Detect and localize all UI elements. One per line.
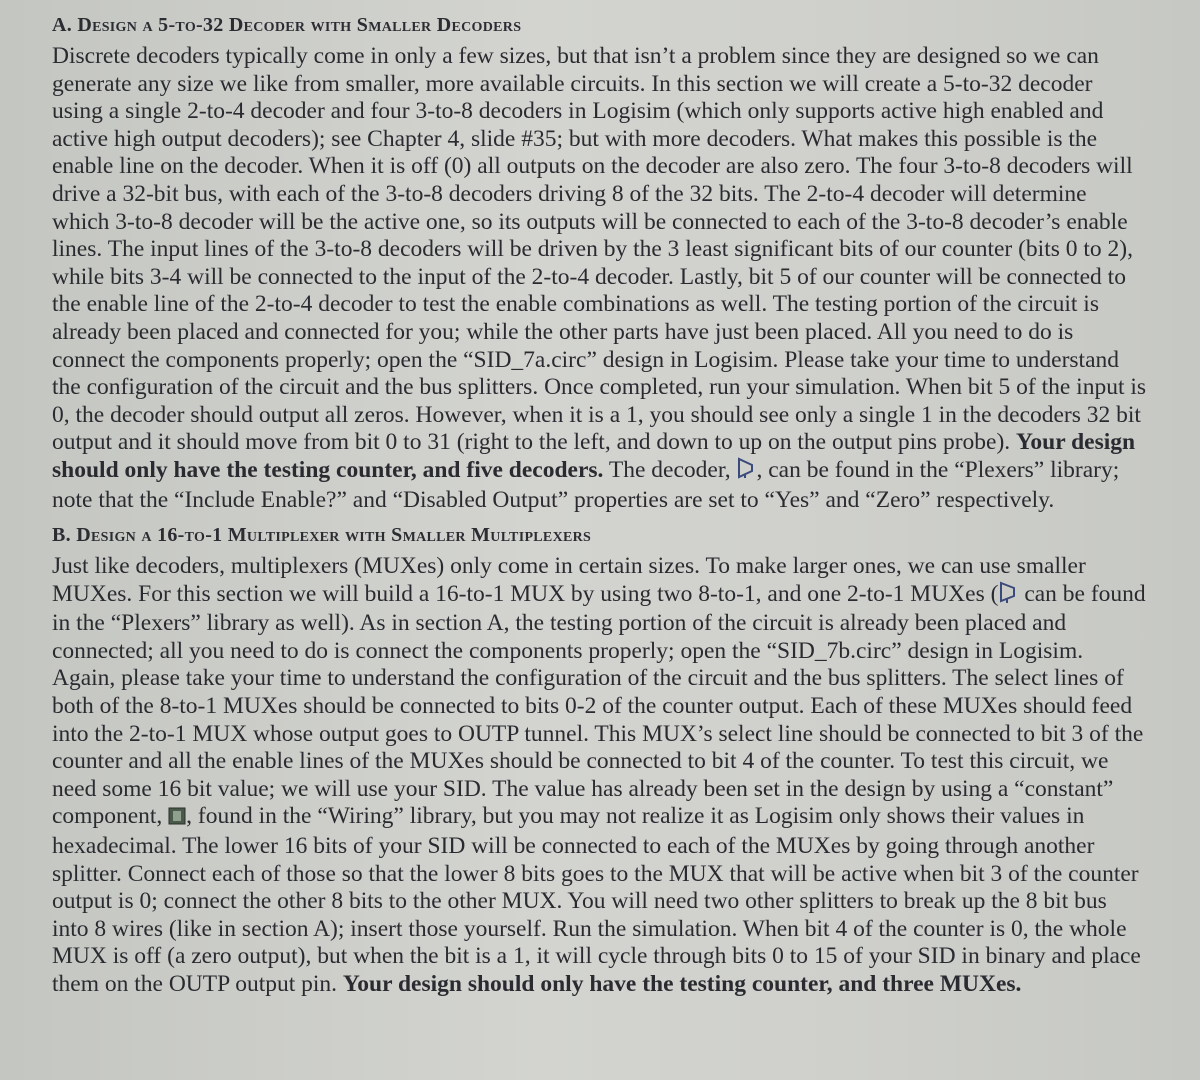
section-b-text-2: can be found in the “Plexers” library as well). As in section A, the testing portion of the circuit is already been placed and connected; all you need to do is connect the components properly; open the “SID_7b.circ” design in Logisim. Again, please take your time to understand the configuration of the circuit and the bus splitters. The select lines of both of the 8-to-1 MUXes should be connected to bits 0-2 of the counter output. Each of these MUXes should feed into the 2-to-1 MUX whose output goes to OUTP tunnel. This MUX’s select line should be connected to bit 3 of the counter and all the enable lines of the MUXes should be connected to bit 4 of the counter. To test this circuit, we need some 16 bit value; we will use your SID. The value has already been set in the design by using a “constant” component, (52, 580, 1146, 830)
section-a-decoder-tail: , can be found in the “Plexers” library; note that the “Include Enable?” and “Disabled Output” properties are set to “Yes” and “Zero” respectively. (52, 456, 1120, 513)
section-a (52, 14, 1148, 514)
decoder-icon (736, 457, 756, 487)
document-page (52, 10, 1148, 999)
section-a-decoder-lead: The decoder, (608, 456, 731, 483)
section-b-paragraph (52, 553, 1148, 999)
section-b-text-3: , found in the “Wiring” library, but you may not realize it as Logisim only shows their values in hexadecimal. The lower 16 bits of your SID will be connected to each of the MUXes by going through another splitter. Connect each of those so that the lower 8 bits goes to the MUX that will be active when bit 3 of the counter output is 0; connect the other 8 bits to the other MUX. You will need two other splitters to break up the 8 bit bus into 8 wires (like in section A); insert those yourself. Run the simulation. When bit 4 of the counter is 0, the whole MUX is off (a zero output), but when the bit is a 1, it will cycle through bits 0 to 15 of your SID in binary and place them on the OUTP output pin. (52, 803, 1141, 997)
section-b-text-1: Just like decoders, multiplexers (MUXes) only come in certain sizes. To make larger ones, we can use smaller MUXes. For this section we will build a 16-to-1 MUX by using two 8-to-1, and one 2-to-1 MUXes ( (52, 553, 1086, 607)
section-b-heading: B. Design a 16-to-1 Multiplexer with Smaller Multiplexers (52, 524, 592, 547)
section-a-paragraph (52, 43, 1148, 514)
section-b-requirement: Your design should only have the testing counter, and three MUXes. (342, 971, 1022, 997)
constant-icon (168, 805, 186, 833)
section-a-text: Discrete decoders typically come in only a few sizes, but that isn’t a problem since they are designed so we can generate any size we like from smaller, more available circuits. In this section we will create a 5-to-32 decoder using a single 2-to-4 decoder and four 3-to-8 decoders in Logisim (which only supports active high enabled and active high output decoders); see Chapter 4, slide #35; but with more decoders. What makes this possible is the enable line on the decoder. When it is off (0) all outputs on the decoder are also zero. The four 3-to-8 decoders will drive a 32-bit bus, with each of the 3-to-8 decoders driving 8 of the 32 bits. The 2-to-4 decoder will determine which 3-to-8 decoder will be the active one, so its outputs will be connected to each of the 3-to-8 decoder’s enable lines. The input lines of the 3-to-8 decoders will be driven by the 3 least significant bits of our counter (bits 0 to 2), while bits 3-4 will be connected to the input of the 2-to-4 decoder. Lastly, bit 5 of our counter will be connected to the enable line of the 2-to-4 decoder to test the enable combinations as well. The testing portion of the circuit is already been placed and connected for you; while the other parts have just been placed. All you need to do is connect the components properly; open the “SID_7a.circ” design in Logisim. Please take your time to understand the configuration of the circuit and the bus splitters. Once completed, run your simulation. When bit 5 of the input is 0, the decoder should output all zeros. However, when it is a 1, you should see only a single 1 in the decoders 32 bit output and it should move from bit 0 to 31 (right to the left, and down to up on the output pins probe). (52, 43, 1147, 456)
section-b (52, 524, 1148, 999)
section-a-requirement: Your design should only have the testing counter, and five decoders. (52, 429, 1136, 483)
section-a-heading: A. Design a 5-to-32 Decoder with Smaller Decoders (52, 14, 522, 36)
mux-icon (998, 581, 1018, 611)
